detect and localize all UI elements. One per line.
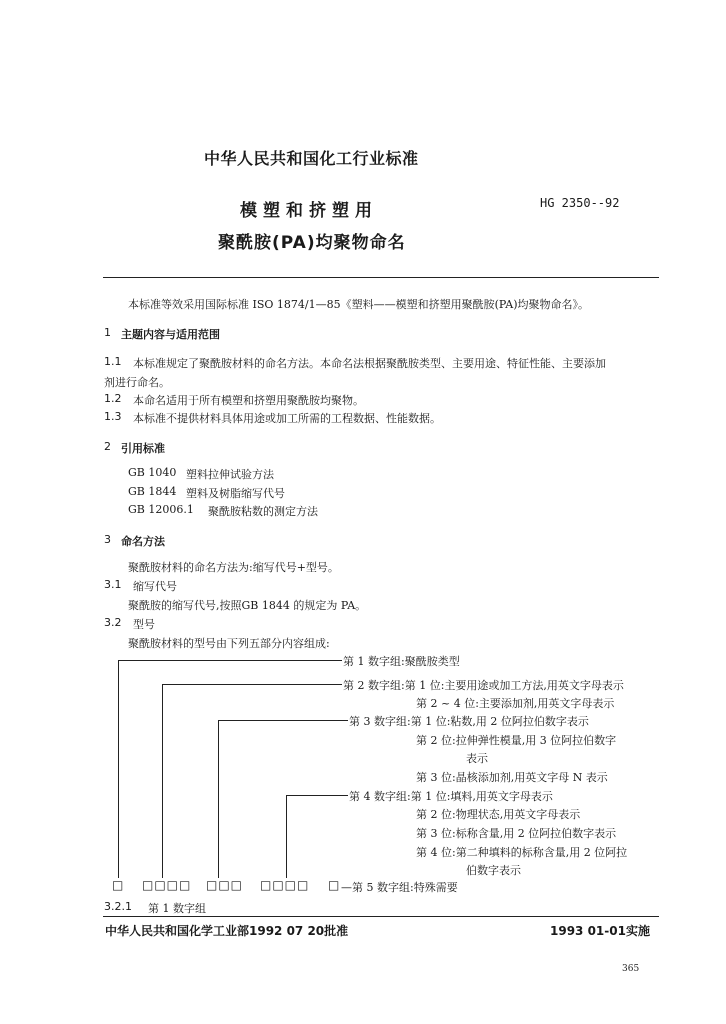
group-3-detail: 第 2 位:拉伸弹性模量,用 3 位阿拉伯数字 — [416, 734, 617, 747]
diagram-hline-4 — [286, 795, 348, 796]
effective-date: 1993 01-01实施 — [550, 924, 650, 938]
item-1-1-text: 本标准规定了聚酰胺材料的命名方法。本命名法根据聚酰胺类型、主要用途、特征性能、主要添加 — [133, 357, 606, 370]
diagram-vline-4 — [286, 795, 287, 878]
digit-group-1-boxes: □ — [112, 878, 125, 892]
group-4-detail-cont: 伯数字表示 — [466, 864, 521, 877]
footer-divider — [103, 916, 659, 917]
header-divider — [103, 277, 659, 278]
ref-name: 聚酰胺粘数的测定方法 — [208, 505, 318, 518]
item-1-2-number: 1.2 — [104, 392, 122, 405]
intro-paragraph: 本标准等效采用国际标准 ISO 1874/1—85《塑料——模塑和挤塑用聚酰胺(PA)均聚物命名》。 — [128, 298, 590, 311]
group-4-detail: 第 3 位:标称含量,用 2 位阿拉伯数字表示 — [416, 827, 617, 840]
digit-group-4-boxes: □□□□ — [260, 878, 310, 892]
standard-header: 中华人民共和国化工行业标准 — [204, 149, 419, 168]
item-1-3-text: 本标准不提供材料具体用途或加工所需的工程数据、性能数据。 — [133, 412, 441, 425]
group-3-detail: 第 3 位:晶核添加剂,用英文字母 N 表示 — [416, 771, 608, 784]
section-3-2-number: 3.2 — [104, 616, 122, 629]
diagram-hline-2 — [162, 684, 342, 685]
group-1-label: 第 1 数字组:聚酰胺类型 — [343, 655, 460, 668]
group-2-detail: 第 2 ~ 4 位:主要添加剂,用英文字母表示 — [416, 697, 615, 710]
section-3-2-title: 型号 — [133, 618, 155, 631]
ref-name: 塑料拉伸试验方法 — [186, 468, 274, 481]
digit-group-2-boxes: □□□□ — [142, 878, 192, 892]
group-3-detail-cont: 表示 — [466, 752, 488, 765]
section-2-number: 2 — [104, 440, 111, 453]
section-3-2-1-number: 3.2.1 — [104, 900, 132, 913]
diagram-vline-2 — [162, 684, 163, 878]
page-number: 365 — [622, 964, 640, 974]
item-1-2-text: 本命名适用于所有模塑和挤塑用聚酰胺均聚物。 — [133, 394, 364, 407]
diagram-hline-3 — [218, 720, 348, 721]
item-1-1-continuation: 剂进行命名。 — [104, 376, 170, 389]
diagram-vline-3 — [218, 720, 219, 878]
group-3-label: 第 3 数字组:第 1 位:粘数,用 2 位阿拉伯数字表示 — [349, 715, 589, 728]
section-3-1-text: 聚酰胺的缩写代号,按照GB 1844 的规定为 PA。 — [128, 599, 367, 612]
group-2-label: 第 2 数字组:第 1 位:主要用途或加工方法,用英文字母表示 — [343, 679, 624, 692]
digit-group-5-box: □ — [328, 878, 341, 892]
digit-group-3-boxes: □□□ — [206, 878, 244, 892]
ref-code: GB 1040 — [128, 466, 177, 479]
group-4-detail: 第 2 位:物理状态,用英文字母表示 — [416, 808, 581, 821]
ref-code: GB 12006.1 — [128, 503, 194, 516]
group-4-label: 第 4 数字组:第 1 位:填料,用英文字母表示 — [349, 790, 553, 803]
section-3-2-text: 聚酰胺材料的型号由下列五部分内容组成: — [128, 637, 330, 650]
diagram-hline-1 — [118, 660, 342, 661]
diagram-vline-1 — [118, 660, 119, 878]
section-3-2-1-title: 第 1 数字组 — [148, 902, 206, 915]
section-3-intro: 聚酰胺材料的命名方法为:缩写代号+型号。 — [128, 561, 339, 574]
group-4-detail: 第 4 位:第二种填料的标称含量,用 2 位阿拉 — [416, 846, 628, 859]
ref-name: 塑料及树脂缩写代号 — [186, 487, 285, 500]
section-3-number: 3 — [104, 533, 111, 546]
standard-code: HG 2350--92 — [540, 196, 620, 210]
item-1-1-number: 1.1 — [104, 355, 122, 368]
item-1-3-number: 1.3 — [104, 410, 122, 423]
ref-code: GB 1844 — [128, 485, 177, 498]
section-3-title: 命名方法 — [121, 535, 165, 548]
section-1-title: 主题内容与适用范围 — [121, 328, 220, 341]
document-title-line2: 聚酰胺(PA)均聚物命名 — [218, 233, 406, 253]
section-3-1-number: 3.1 — [104, 578, 122, 591]
section-3-1-title: 缩写代号 — [133, 580, 177, 593]
approval-date: 中华人民共和国化学工业部1992 07 20批准 — [105, 924, 349, 938]
section-1-number: 1 — [104, 326, 111, 339]
group-5-label: —第 5 数字组:特殊需要 — [341, 881, 458, 894]
section-2-title: 引用标准 — [121, 442, 165, 455]
document-title-line1: 模塑和挤塑用 — [240, 201, 378, 221]
